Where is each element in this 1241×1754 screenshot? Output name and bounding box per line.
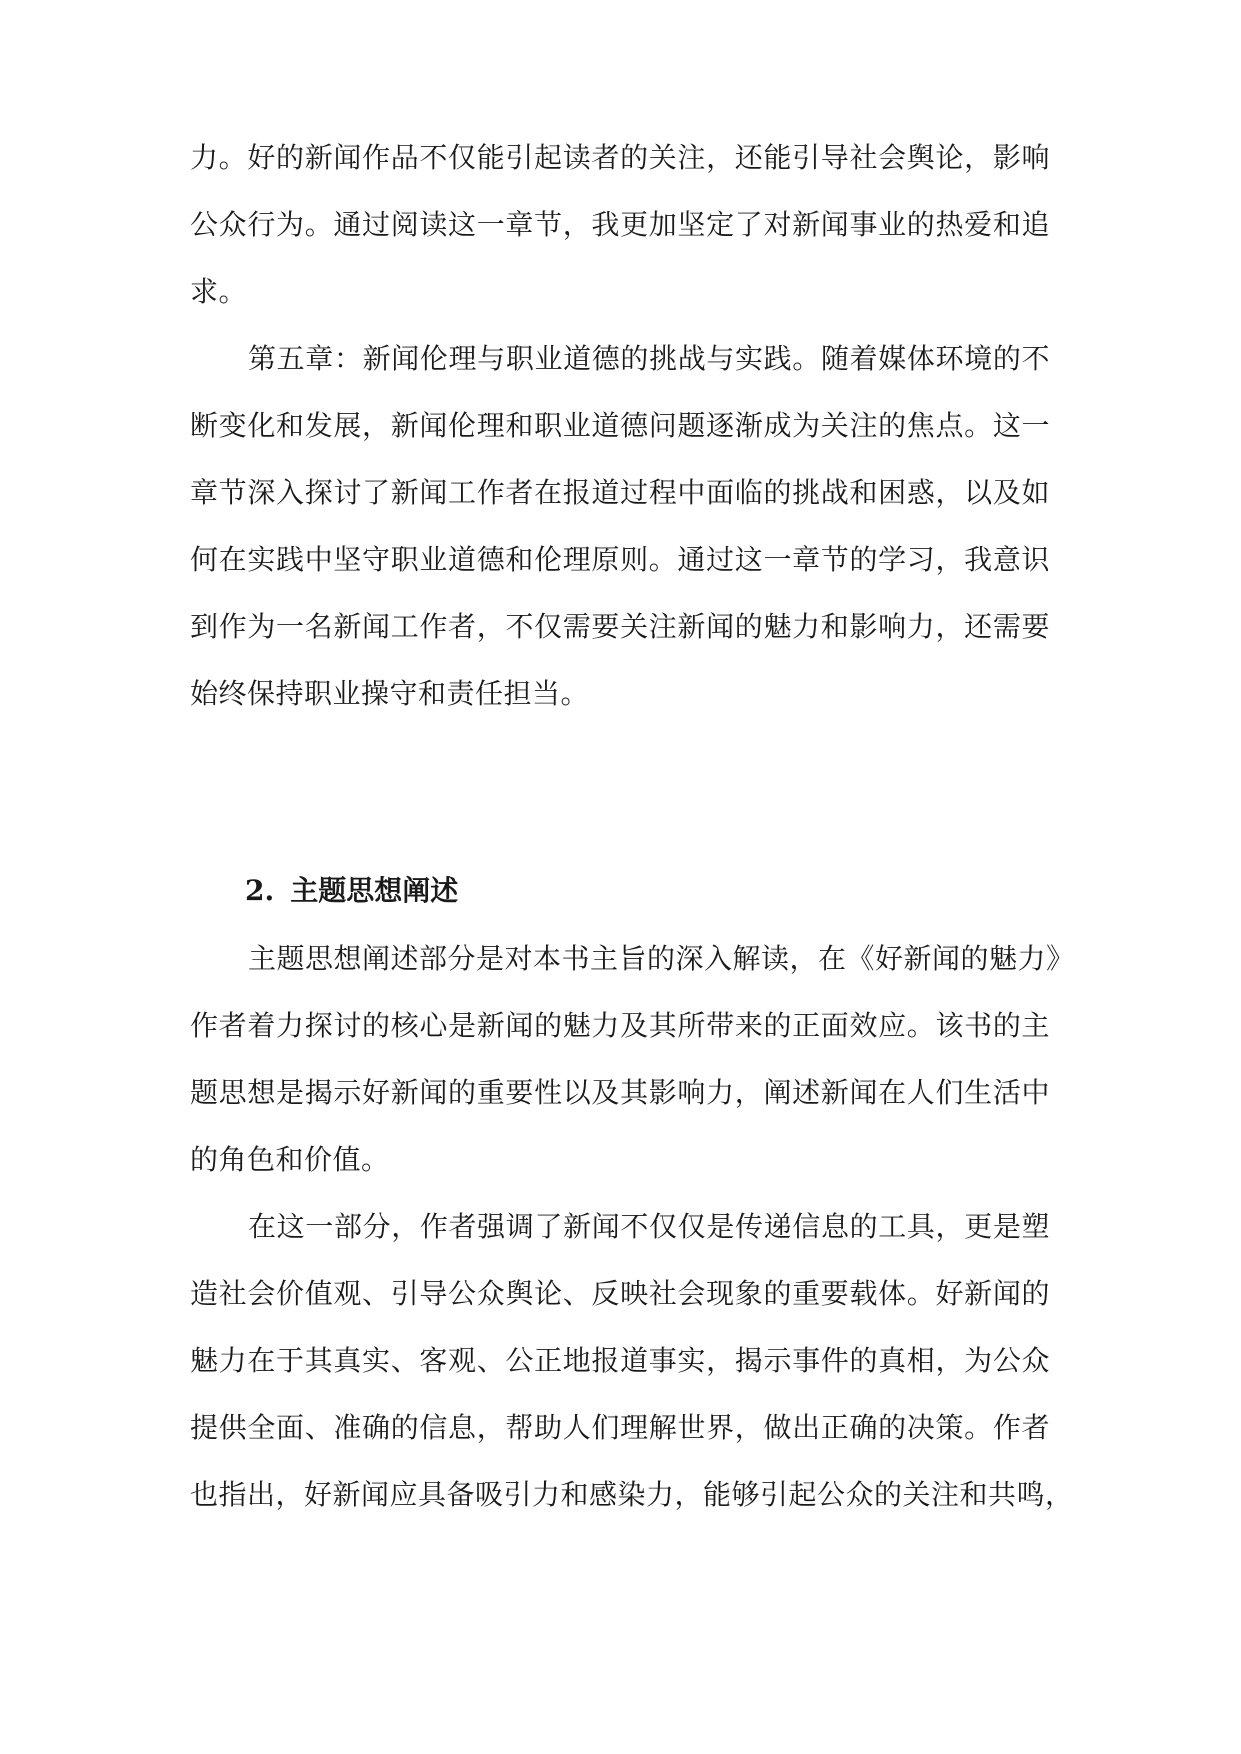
paragraph-2-line-1: 第五章：新闻伦理与职业道德的挑战与实践。随着媒体环境的不	[248, 342, 1050, 375]
paragraph-4-line-4: 提供全面、准确的信息，帮助人们理解世界，做出正确的决策。作者	[190, 1411, 1050, 1444]
paragraph-2-line-3: 章节深入探讨了新闻工作者在报道过程中面临的挑战和困惑，以及如	[190, 476, 1050, 509]
section-number: 2.	[245, 874, 275, 907]
paragraph-1-line-3: 求。	[190, 275, 248, 308]
paragraph-4-line-5: 也指出，好新闻应具备吸引力和感染力，能够引起公众的关注和共鸣，	[190, 1478, 1074, 1511]
paragraph-4-line-3: 魅力在于其真实、客观、公正地报道事实，揭示事件的真相，为公众	[190, 1344, 1050, 1377]
paragraph-2-line-5: 到作为一名新闻工作者，不仅需要关注新闻的魅力和影响力，还需要	[190, 610, 1050, 643]
paragraph-3-line-4: 的角色和价值。	[190, 1143, 390, 1176]
section-title: 主题思想阐述	[290, 874, 459, 907]
paragraph-1-line-1: 力。好的新闻作品不仅能引起读者的关注，还能引导社会舆论，影响	[190, 141, 1050, 174]
paragraph-4-line-1: 在这一部分，作者强调了新闻不仅仅是传递信息的工具，更是塑	[248, 1210, 1050, 1243]
section-heading	[245, 866, 458, 916]
paragraph-3-line-3: 题思想是揭示好新闻的重要性以及其影响力，阐述新闻在人们生活中	[190, 1076, 1050, 1109]
paragraph-4-line-2: 造社会价值观、引导公众舆论、反映社会现象的重要载体。好新闻的	[190, 1277, 1050, 1310]
paragraph-1-line-2: 公众行为。通过阅读这一章节，我更加坚定了对新闻事业的热爱和追	[190, 208, 1050, 241]
paragraph-3-line-2: 作者着力探讨的核心是新闻的魅力及其所带来的正面效应。该书的主	[190, 1009, 1050, 1042]
paragraph-3-line-1: 主题思想阐述部分是对本书主旨的深入解读，在《好新闻的魅力》	[248, 942, 1075, 975]
paragraph-2-line-2: 断变化和发展，新闻伦理和职业道德问题逐渐成为关注的焦点。这一	[190, 409, 1050, 442]
paragraph-2-line-6: 始终保持职业操守和责任担当。	[190, 677, 590, 710]
paragraph-2-line-4: 何在实践中坚守职业道德和伦理原则。通过这一章节的学习，我意识	[190, 543, 1050, 576]
